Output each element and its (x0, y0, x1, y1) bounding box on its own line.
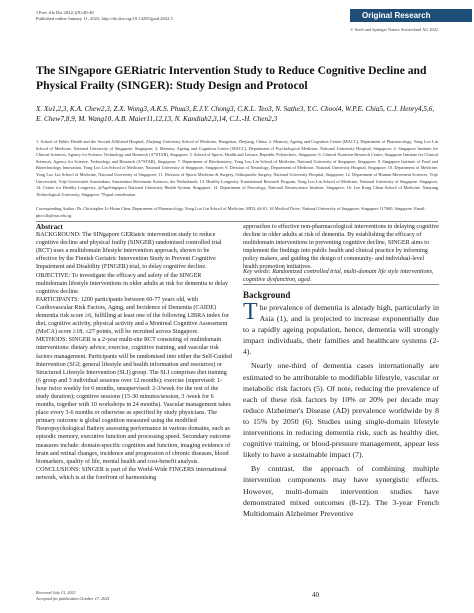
background-heading: Background (243, 290, 291, 300)
background-body (243, 299, 439, 522)
abstract-continuation: approaches to effective non-pharmacological interventions in delaying cognitive decline in older adults at risk of dementia. By establishing the efficacy of multidomain interventions in preventing cognitive decline, SINGER aims to implement the findings into public health and clinical practice by informing policy makers, and guiding the design of community- and individual-level health promotion initiatives. (243, 224, 440, 271)
accepted-date: Accepted for publication October 17, 2021 (36, 596, 110, 602)
header-divider (36, 221, 438, 222)
abstract-background: BACKGROUND: The SINgapore GERiatric intervention study to reduce cognitive decline and physical frailty (SINGER) randomised controlled trial (RCT) uses a multidomain lifestyle intervention approach, shown to be effective by the Finnish Geriatric Intervention Study to Prevent Cognitive Impairment and Disability (FINGER) trial, to delay cognitive decline. (36, 232, 222, 271)
journal-header (36, 10, 173, 23)
abstract-label: Abstract (36, 223, 63, 231)
journal-citation: J Prev Alz Dis 2022;1(9):40-48 (36, 10, 94, 15)
published-line: Published online January 11, 2022, http://dx.doi.org/10.14283/jpad.2022.5 (36, 16, 173, 22)
article-title: The SINgapore GERiatric Intervention Study to Reduce Cognitive Decline and Physical Frailty (SINGER): Study Design and Protocol (36, 64, 427, 92)
drop-cap: T (243, 299, 258, 325)
keywords-divider (243, 284, 439, 285)
affiliations: 1. School of Public Health and the Second Affiliated Hospital, Zhejiang University School of Medicine, Hangzhou, Zhejiang, China; 2. Memory, Ageing and Cognition Centre (MACC), Department of Pharmacology, Yong Loo Lin School of Medicine, National University of Singapore, Singapore; 3. Memory, Ageing and Cognition Centre (MACC), Department of Psychological Medicine, National University Hospital, Singapore; 4. Singapore Institute for Clinical Sciences, Agency for Science, Technology and Research (A*STAR), Singapore; 5. School of Sports, Health and Leisure, Republic Polytechnic, Singapore; 6. Clinical Nutrition Research Centre, Singapore Institute for Clinical Sciences, Agency for Science, Technology and Research (A*STAR), Singapore; 7. Department of Biochemistry, Yong Loo Lin School of Medicine, National University of Singapore, Singapore; 8. Singapore Institute of Food and Biotechnology Innovation, Yong Loo Lin School of Medicine, National University of Singapore, Singapore; 9. Division of Neurology, Department of Medicine, National University Hospital, Singapore; 10. Department of Medicine, Yong Loo Lin School of Medicine, National University of Singapore; 11. Division of Sports Medicine & Surgery, Orthopaedic Surgery, National University Hospital, Singapore; 12. Department of Human Movement Sciences, Vrije Universiteit, Vrije Universiteit Amsterdam, Amsterdam Movement Sciences, the Netherlands; 13. Healthy Longevity Translational Research Program, Yong Loo Lin School of Medicine, National University of Singapore, Singapore; 14. Centre for Healthy Longevity, @AgeSingapore National University Health System, Singapore; 14. Department of Neurology, National Neuroscience Institute, Singapore; 16. Lee Kong Chian School of Medicine, Nanyang Technological University, Singapore; *Equal contribution (36, 139, 438, 197)
keywords: Key words: Randomized controlled trial, multi-domain life style interventions, cognitive dysfunction, aged. (243, 269, 434, 284)
page-number: 40 (312, 591, 319, 599)
background-para-1-text: he prevalence of dementia is already high, particularly in Asia (1), and is projected to increase exponentially due to a rapidly ageing population, hence, dementia will strongly impact individuals, their families and healthcare systems (2-4). (243, 303, 439, 357)
received-date: Received July 13, 2021 (36, 590, 76, 595)
corresponding-author: Corresponding Author: Dr. Christopher Li-Hsian Chen, Department of Pharmacology, Yong Loo Lin School of Medicine, MD3, #4-01, 16 Medical Drive, National University of Singapore, Singapore 117600, Singapore. Email: phccclh@nus.edu.sg (36, 206, 426, 218)
abstract-methods: METHODS: SINGER is a 2-year multi-site RCT consisting of multidomain interventions: dietary advice, exercise, cognitive training, and vascular risk factors management. Participants will be randomised into either the Self-Guided Intervention (SGI; general lifestyle and health information and resources) or Structured Lifestyle Intervention (SLI) group. The SLI comprises diet training (6 group and 3 individual sessions over 12 months); exercise (supervised: 1-hour twice weekly for 6 months, unsupervised: 2-3/week for the rest of the study duration); cognitive sessions (15-30 minutes/session, 3 /week for 6 months, together with 10 workshops in 24 months). Vascular management takes place every 3-6 months or otherwise as specified by study physicians. The primary outcome is global cognition measured using the modified Neuropsychological Battery assessing performance in various domains, such as episodic memory, executive function and processing speed. Secondary outcome measures include: domain-specific cognition and function, imaging evidence of brain and retinal changes, incidence and progression of chronic diseases, blood biomarkers, quality of life, mental health and cost-benefit analysis. (36, 337, 232, 465)
abstract-conclusions: CONCLUSIONS: SINGER is part of the World-Wide FINGERS international network, which is at the forefront of harmonising (36, 466, 227, 481)
background-para-1 (243, 299, 439, 357)
abstract-objective: OBJECTIVE: To investigate the efficacy and safety of the SINGER multidomain lifestyle interventions in older adults at risk for dementia to delay cognitive decline. (36, 272, 229, 295)
background-para-3: By contrast, the approach of combining multiple intervention components may have synergistic effects. However, multi-domain intervention studies have demonstrated mixed outcomes (8-12). The 3-year French Multidomain Alzheimer Preventive (243, 464, 439, 518)
author-list: X. Xu1,2,3, K.A. Chew2,3, Z.X. Wong3, A.K.S. Phua3, E.J.Y. Chong3, C.K.L. Teo3, N. Sathe3, Y.C. Chooi4, W.P.E. Chia5, C.J. Henry4,5,6, E. Chew7,8,9, M. Wang10, A.B. Maier11,12,13, N. Kandiah2,3,14, C.L.-H. Chen2,3 (36, 105, 435, 123)
section-banner: Original Research (350, 9, 472, 22)
copyright-notice: © Serdi and Springer Nature Switzerland AG 2022 (350, 27, 438, 32)
abstract-left-column (36, 223, 232, 482)
background-para-2: Nearly one-third of dementia cases internationally are estimated to be attributable to modifiable lifestyle, vascular or metabolic risk factors (5). Of note, reducing the prevalence of each of these risk factors by 10% or 20% per decade may reduce Alzheimer's Disease (AD) prevalence worldwide by 8 to 15% by 2050 (6). Studies using single-domain lifestyle interventions in reducing dementia risk, such as healthy diet, cognitive training, or blood-pressure management, appear less likely to have a sustainable impact (7). (243, 361, 439, 460)
received-dates (36, 590, 110, 603)
abstract-participants: PARTICIPANTS: 1200 participants between 60-77 years old, with Cardiovascular Risk Factors, Aging, and Incidence of Dementia (CAIDE) dementia risk score ≥6, fulfilling at least one of the following LIBRA index for diet, cognitive activity, physical activity and a Montreal Cognitive Assessment (MoCA) score ≥18, ≤27 points, will be recruited across Singapore. (36, 296, 229, 336)
